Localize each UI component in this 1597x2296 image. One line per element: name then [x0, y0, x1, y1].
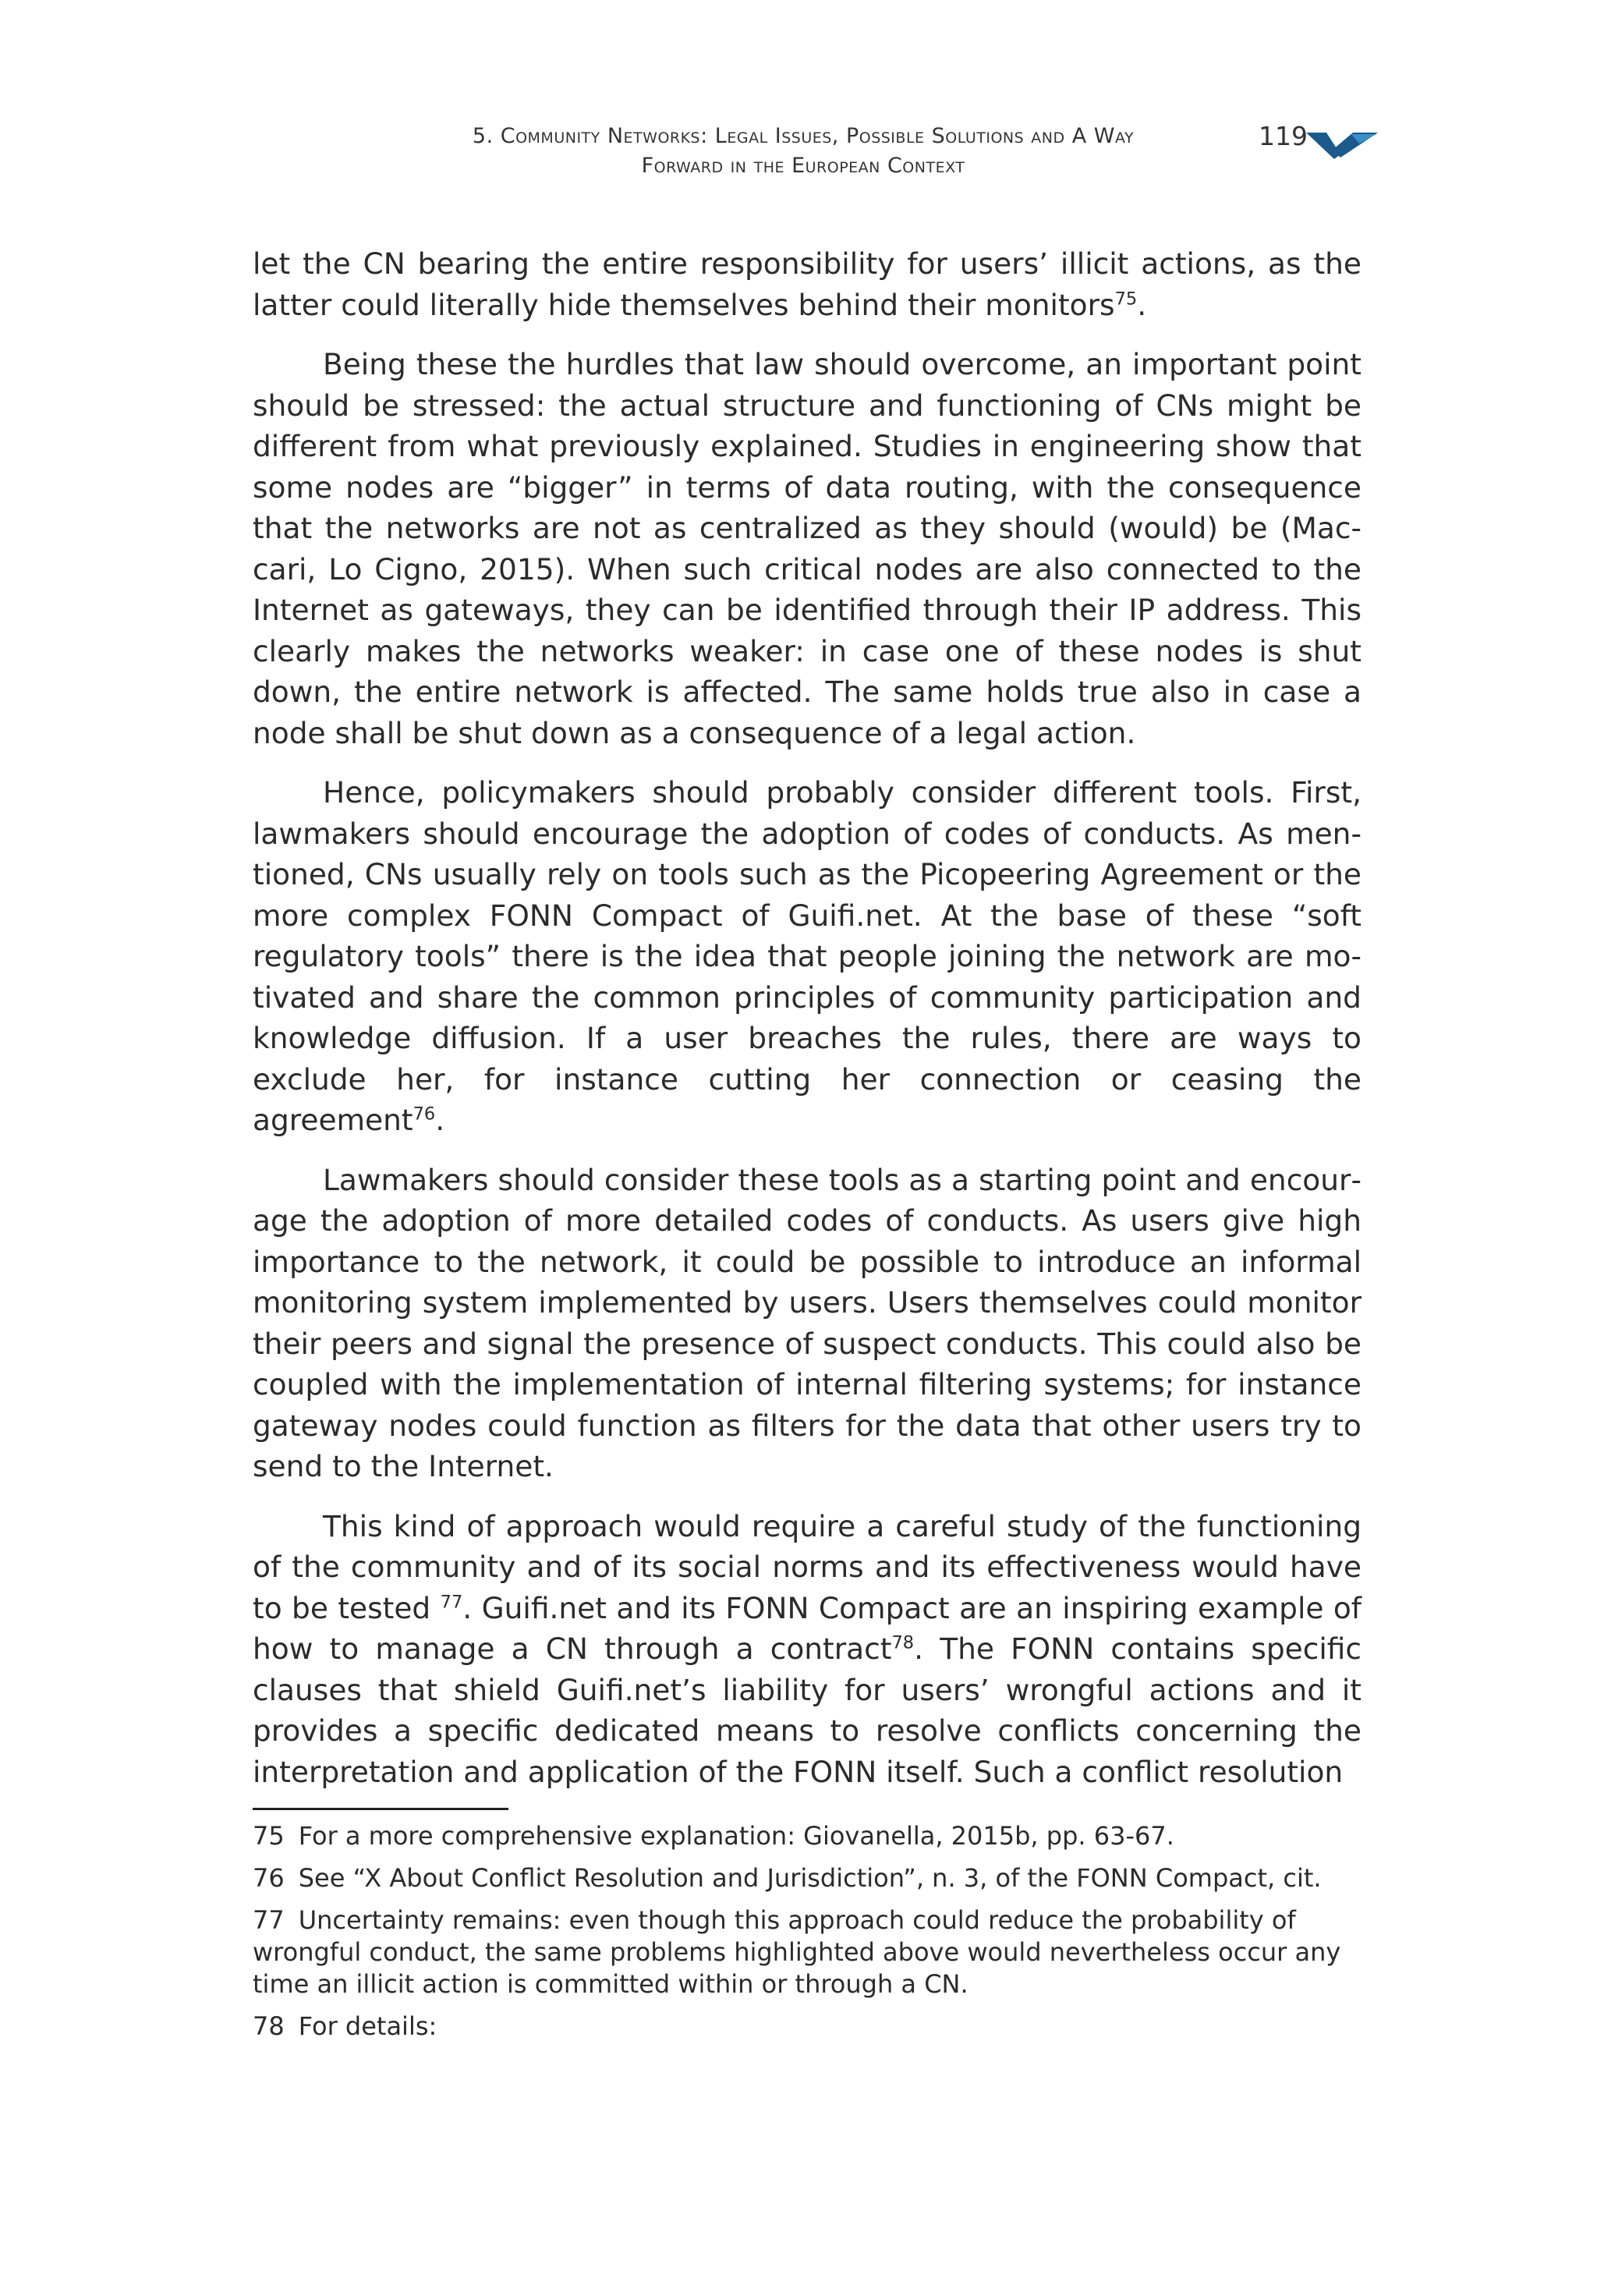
- body-text: [253, 243, 1362, 1811]
- footnote-text: Uncertainty remains: even though this approach could reduce the probability of wrongful conduct, the same problems highlighted above would nevertheless occur any time an illicit action is committed within or through a CN.: [253, 1905, 1341, 1999]
- paragraph-end: .: [1137, 287, 1147, 322]
- footnote-78: [253, 2011, 1362, 2043]
- footnote-text: For a more comprehensive explanation: Giovanella, 2015b, pp. 63-67.: [298, 1821, 1174, 1851]
- publisher-logo-icon: [1306, 128, 1378, 159]
- paragraph-critical-nodes: Being these the hurdles that law should overcome, an important point should be stressed: the actual structure and functioning of CNs might be different from what previously explained. Studies in engineering show that some nodes are “bigger” in terms of data routing, with the consequence that the networks are not as centralized as they should (would) be (Maccari, Lo Cigno, 2015). When such critical nodes are also connected to the Internet as gateways, they can be identified through their IP address. This clearly makes the networks weaker: in case one of these nodes is shut down, the entire network is affected. The same holds true also in case a node shall be shut down as a consequence of a legal action.: [253, 347, 1362, 750]
- footnote-77: [253, 1904, 1362, 2000]
- page-number: 119: [1259, 121, 1308, 151]
- footnote-number: 77: [253, 1905, 285, 1935]
- running-head-line-2: Forward in the European Context: [641, 154, 965, 178]
- footnote-76: [253, 1862, 1362, 1894]
- paragraph-continued: [253, 243, 1362, 325]
- paragraph-text: Hence, policymakers should probably consider different tools. First, lawmakers should encourage the adoption of codes of conducts. As mentioned, CNs usually rely on tools such as the Picopeering Agreement or the more complex FONN Compact of Guifi.net. At the base of these “soft regulatory tools” there is the idea that people joining the network are motivated and share the common principles of community participation and knowledge diffusion. If a user breaches the rules, there are ways to exclude her, for instance cutting her connection or ceasing the agreement: [253, 775, 1362, 1137]
- paragraph-monitoring: Lawmakers should consider these tools as a starting point and encourage the adoption of more detailed codes of conducts. As users give high importance to the network, it could be possible to introduce an informal monitoring system implemented by users. Users themselves could monitor their peers and signal the presence of suspect conducts. This could also be coupled with the implementation of internal filtering systems; for instance gateway nodes could function as filters for the data that other users try to send to the Internet.: [253, 1162, 1362, 1483]
- footnote-number: 78: [253, 2011, 285, 2041]
- footnote-text: For details:: [298, 2011, 437, 2041]
- logo-chevron-left: [1306, 133, 1340, 159]
- running-head: [390, 122, 1216, 181]
- paragraph-text: let the CN bearing the entire responsibility for users’ illicit actions, as the latter could literally hide themselves behind their monitors: [253, 246, 1362, 322]
- paragraph-end: .: [435, 1103, 445, 1137]
- footnote-ref-75[interactable]: 75: [1114, 289, 1138, 309]
- footnote-number: 76: [253, 1863, 285, 1893]
- paragraph-approach: [253, 1506, 1362, 1793]
- footnote-ref-77[interactable]: 77: [440, 1592, 463, 1612]
- running-head-line-1: 5. Community Networks: Legal Issues, Possible Solutions and A Way: [472, 124, 1135, 148]
- footnote-number: 75: [253, 1821, 285, 1851]
- footnote-75: [253, 1820, 1362, 1852]
- footnote-ref-78[interactable]: 78: [891, 1632, 915, 1653]
- footnote-separator: [253, 1808, 508, 1810]
- paragraph-text-c: . The FONN contains specific clauses that shield Guifi.net’s liability for users’ wrongful actions and it provides a specific dedicated means to resolve conflicts concerning the interpretation and application of the FONN itself. Such a conflict resolution: [253, 1632, 1362, 1789]
- footnotes: [253, 1820, 1362, 2053]
- footnote-text: See “X About Conflict Resolution and Jurisdiction”, n. 3, of the FONN Compact, cit.: [298, 1863, 1322, 1893]
- paragraph-text-b: . Guifi.net and its FONN Compact are an inspiring example of how to manage a CN through a contract: [253, 1590, 1362, 1666]
- paragraph-text-a: This kind of approach would require a careful study of the functioning of the community and of its social norms and its effectiveness would have to be tested: [253, 1508, 1362, 1625]
- footnote-ref-76[interactable]: 76: [413, 1104, 436, 1125]
- paragraph-codes-of-conduct: [253, 772, 1362, 1141]
